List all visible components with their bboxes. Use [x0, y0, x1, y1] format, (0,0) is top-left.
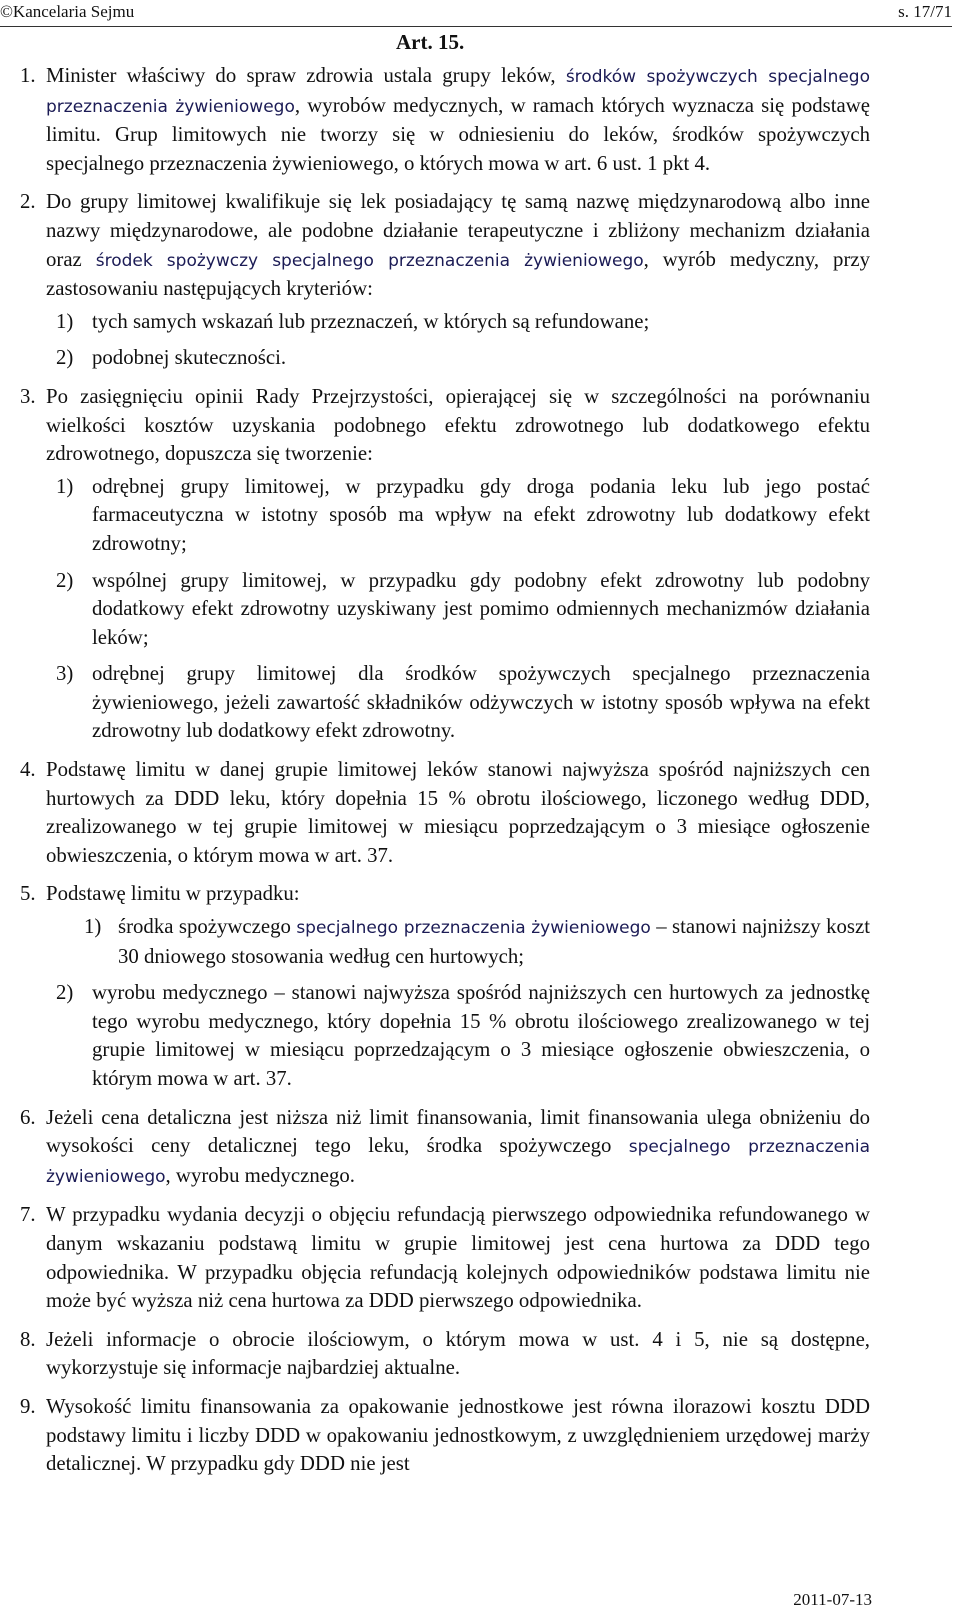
paragraph-2 [20, 188, 870, 373]
point-3 [46, 660, 870, 746]
point-2 [46, 567, 870, 653]
paragraph-8 [20, 1326, 870, 1383]
paragraph-text: Podstawę limitu w danej grupie limitowej leków stanowi najwyższa spośród najniższych cen hurtowych za DDD leku, który dopełnia 15 % obrotu ilościowego, liczonego według DDD, zrealizowanego w tej grupie limitowej w miesiącu poprzedzającym o 3 miesiące ogłoszenie obwieszczenia, o którym mowa w art. 37. [46, 758, 870, 867]
header-page-number: s. 17/71 [898, 2, 952, 21]
point-number: 3) [56, 662, 74, 686]
point-number: 2) [56, 346, 74, 370]
point-term: specjalnego przeznaczenia żywieniowego [296, 918, 651, 939]
point-1 [46, 308, 870, 337]
paragraph-4 [20, 756, 870, 870]
paragraph-text: Jeżeli cena detaliczna jest niższa niż limit finansowania, limit finansowania ulega obniżeniu do wysokości ceny detalicznej tego leku, środka spożywczego [46, 1105, 870, 1158]
point-number: 1) [84, 915, 102, 939]
paragraph-text: Wysokość limitu finansowania za opakowanie jednostkowe jest równa ilorazowi kosztu DDD podstawy limitu i liczby DDD w opakowaniu jednostkowym, z uwzględnieniem urzędowej marży detalicznej. W przypadku gdy DDD nie jest [46, 1394, 870, 1476]
paragraph-text: Do grupy limitowej kwalifikuje się lek posiadający tę samą nazwę międzynarodową albo inne nazwy międzynarodowe, ale podobne działanie terapeutyczne i zbliżony mechanizm działania oraz [46, 190, 870, 271]
point-text: – stanowi najniższy koszt 30 dniowego stosowania według cen hurtowych; [118, 915, 871, 968]
paragraph-3 [20, 383, 870, 746]
header-divider [0, 26, 952, 27]
point-number: 2) [56, 568, 74, 592]
paragraph-text: , wyrobów medycznych, w ramach których wyznacza się podstawę limitu. Grup limitowych nie tworzy się w odniesieniu do leków, środków spożywczych specjalnego przeznaczenia żywieniowego, o których mowa w art. 6 ust. 1 pkt 4. [46, 93, 870, 175]
paragraph-text: , wyrobu medycznego. [165, 1163, 355, 1187]
point-1 [46, 473, 870, 559]
paragraph-7 [20, 1201, 870, 1315]
paragraph-term: środków spożywczych specjalnego przeznaczenia żywieniowego [46, 67, 870, 117]
article-body [20, 62, 870, 1489]
point-text: środka spożywczego [118, 915, 297, 939]
paragraph-term: środek spożywczy specjalnego przeznaczenia żywieniowego [95, 250, 644, 271]
paragraph-text: Jeżeli informacje o obrocie ilościowym, o którym mowa w ust. 4 i 5, nie są dostępne, wykorzystuje się informacje najbardziej aktualne. [46, 1327, 870, 1380]
paragraph-number: 6. [20, 1105, 36, 1129]
point-text: wyrobu medycznego – stanowi najwyższa spośród najniższych cen hurtowych za jednostkę tego wyrobu medycznego, który dopełnia 15 % obrotu ilościowego zrealizowanego w tej grupie limitowej w miesiącu poprzedzającym o 3 miesiące ogłoszenie obwieszczenia, o którym mowa w art. 37. [92, 981, 870, 1090]
paragraph-number: 9. [20, 1394, 36, 1418]
paragraph-number: 1. [20, 64, 36, 87]
paragraph-9 [20, 1393, 870, 1479]
article-title: Art. 15. [396, 30, 465, 54]
point-number: 1) [56, 474, 74, 498]
paragraph-text: W przypadku wydania decyzji o objęciu refundacją pierwszego odpowiednika refundowanego w danym wskazaniu podstawą limitu w grupie limitowej jest cena hurtowa za DDD tego odpowiednika. W przypadku objęcia refundacją kolejnych odpowiedników podstawa limitu nie może być wyższa niż cena hurtowa za DDD pierwszego odpowiednika. [46, 1203, 870, 1313]
paragraph-text: , wyrób medyczny, przy zastosowaniu następujących kryteriów: [46, 247, 870, 301]
point-text: odrębnej grupy limitowej dla środków spożywczych specjalnego przeznaczenia żywieniowego, jeżeli zawartość składników odżywczych w istotny sposób wpływa na efekt zdrowotny lub dodatkowy efekt zdrowotny. [92, 662, 870, 743]
paragraph-text: Podstawę limitu w przypadku: [46, 882, 300, 906]
header-copyright: ©Kancelaria Sejmu [0, 2, 135, 21]
paragraph-text: Minister właściwy do spraw zdrowia ustala grupy leków, [46, 64, 566, 87]
paragraph-5 [20, 880, 870, 1093]
paragraph-number: 3. [20, 384, 36, 408]
paragraph-6 [20, 1104, 870, 1192]
point-text: odrębnej grupy limitowej, w przypadku gdy droga podania leku lub jego postać farmaceutyczna w istotny sposób ma wpływ na efekt zdrowotny lub dodatkowy efekt zdrowotny; [92, 474, 870, 555]
point-2 [46, 979, 870, 1093]
paragraph-number: 4. [20, 758, 36, 782]
point-2 [46, 344, 870, 373]
paragraph-number: 8. [20, 1327, 36, 1351]
point-text: wspólnej grupy limitowej, w przypadku gdy podobny efekt zdrowotny lub podobny dodatkowy efekt zdrowotny uzyskiwany jest pomimo odmiennych mechanizmów działania leków; [92, 568, 870, 649]
paragraph-number: 2. [20, 190, 36, 214]
point-text: tych samych wskazań lub przeznaczeń, w których są refundowane; [92, 309, 650, 333]
paragraph-text: Po zasięgnięciu opinii Rady Przejrzystości, opierającej się w szczególności na porównaniu wielkości kosztów uzyskania podobnego efektu zdrowotnego lub dodatkowego efektu zdrowotnego, dopuszcza się tworzenie: [46, 384, 870, 466]
point-number: 1) [56, 309, 74, 333]
point-text: podobnej skuteczności. [92, 346, 287, 370]
page-header [0, 0, 960, 28]
paragraph-1 [20, 62, 870, 178]
paragraph-term: specjalnego przeznaczenia żywieniowego [46, 1137, 870, 1187]
paragraph-number: 7. [20, 1203, 36, 1227]
point-number: 2) [56, 981, 74, 1005]
point-1 [46, 913, 870, 971]
paragraph-number: 5. [20, 882, 36, 906]
footer-date: 2011-07-13 [793, 1590, 872, 1609]
